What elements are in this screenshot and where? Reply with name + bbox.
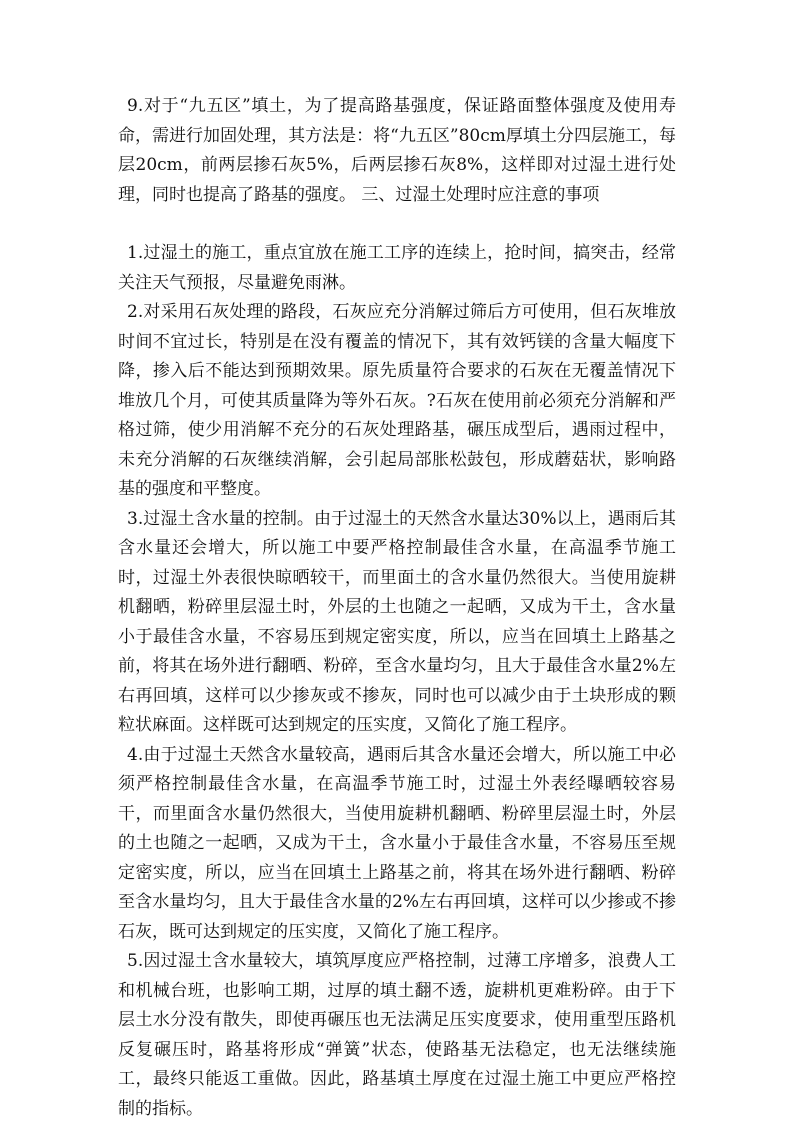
paragraph-item-9: 9.对于“九五区”填土，为了提高路基强度，保证路面整体强度及使用寿命，需进行加固处理，其方法是：将“九五区”80cm厚填土分四层施工，每层20cm，前两层掺石灰5%，后两层掺石灰8%，这样即对过湿土进行处理，同时也提高了路基的强度。 三、过湿土处理时应注意的事项 bbox=[118, 96, 676, 205]
paragraph-item-2: 2.对采用石灰处理的路段，石灰应充分消解过筛后方可使用，但石灰堆放时间不宜过长，特别是在没有覆盖的情况下，其有效钙镁的含量大幅度下降，掺入后不能达到预期效果。原先质量符合要求的石灰在无覆盖情况下堆放几个月，可使其质量降为等外石灰。?石灰在使用前必须充分消解和严格过筛，使少用消解不充分的石灰处理路基，碾压成型后，遇雨过程中，未充分消解的石灰继续消解，会引起局部胀松鼓包，形成蘑菇状，影响路基的强度和平整度。 bbox=[118, 302, 676, 499]
document-page bbox=[118, 92, 676, 1124]
paragraph-item-1: 1.过湿土的施工，重点宜放在施工工序的连续上，抢时间，搞突击，经常关注天气预报，尽量避免雨淋。 bbox=[118, 243, 676, 293]
paragraph-item-3: 3.过湿土含水量的控制。由于过湿土的天然含水量达30%以上，遇雨后其含水量还会增大，所以施工中要严格控制最佳含水量，在高温季节施工时，过湿土外表很快晾晒较干，而里面土的含水量仍然很大。当使用旋耕机翻晒，粉碎里层湿土时，外层的土也随之一起晒，又成为干土，含水量小于最佳含水量，不容易压到规定密实度，所以，应当在回填土上路基之前，将其在场外进行翻晒、粉碎，至含水量均匀，且大于最佳含水量2%左右再回填，这样可以少掺灰或不掺灰，同时也可以减少由于土块形成的颗粒状麻面。这样既可达到规定的压实度，又简化了施工程序。 bbox=[118, 508, 676, 735]
paragraph-item-4: 4.由于过湿土天然含水量较高，遇雨后其含水量还会增大，所以施工中必须严格控制最佳含水量，在高温季节施工时，过湿土外表经曝晒较容易干，而里面含水量仍然很大，当使用旋耕机翻晒、粉碎里层湿土时，外层的土也随之一起晒，又成为干土，含水量小于最佳含水量，不容易压至规定密实度，所以，应当在回填土上路基之前，将其在场外进行翻晒、粉碎至含水量均匀，且大于最佳含水量的2%左右再回填，这样可以少掺或不掺石灰，既可达到规定的压实度，又简化了施工程序。 bbox=[118, 744, 676, 942]
paragraph-item-5: 5.因过湿土含水量较大，填筑厚度应严格控制，过薄工序增多，浪费人工和机械台班，也影响工期，过厚的填土翻不透，旋耕机更难粉碎。由于下层土水分没有散失，即使再碾压也无法满足压实度要求，使用重型压路机反复碾压时，路基将形成“弹簧”状态，使路基无法稳定，也无法继续施工，最终只能返工重做。因此，路基填土厚度在过湿土施工中更应严格控制的指标。 bbox=[118, 951, 676, 1119]
paragraph-spacer bbox=[118, 210, 676, 239]
